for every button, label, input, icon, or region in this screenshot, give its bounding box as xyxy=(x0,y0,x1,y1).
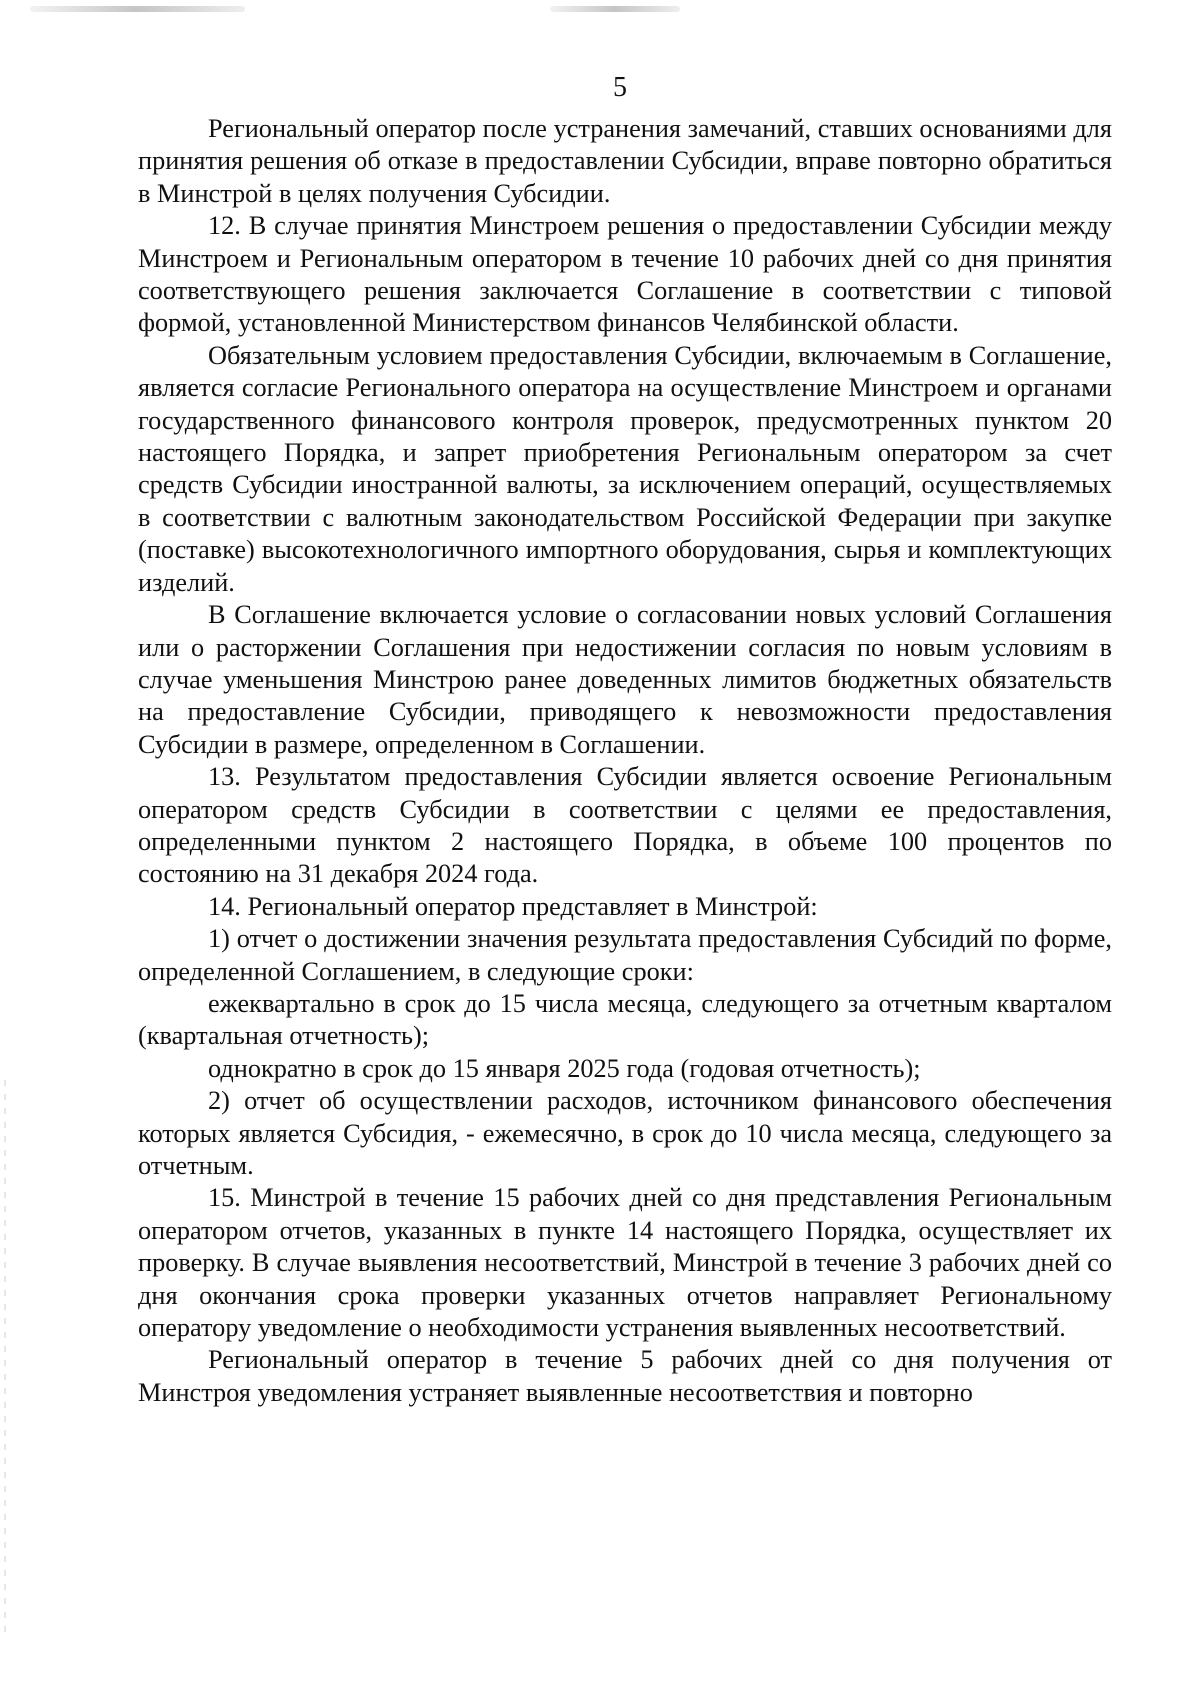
page-number: 5 xyxy=(613,72,627,103)
paragraph-correction: Региональный оператор в течение 5 рабочих дней со дня получения от Минстроя уведомления устраняет выявленные несоответствия и повторно xyxy=(138,1345,1112,1407)
scan-edge-artifact xyxy=(4,1080,6,1640)
paragraph-item-15: 15. Минстрой в течение 15 рабочих дней со дня представления Региональным оператором отчетов, указанных в пункте 14 настоящего Порядка, осуществляет их проверку. В случае выявления несоответствий, Минстрой в течение 3 рабочих дней со дня окончания срока проверки указанных отчетов направляет Региональному оператору уведомление о необходимости устранения выявленных несоответствий. xyxy=(138,1183,1112,1343)
paragraph-quarterly: ежеквартально в срок до 15 числа месяца, следующего за отчетным кварталом (квартальная отчетность); xyxy=(138,988,1112,1051)
paragraph-resubmission: Региональный оператор после устранения замечаний, ставших основаниями для принятия решения об отказе в предоставлении Субсидии, вправе повторно обратиться в Минстрой в целях получения Субсидии. xyxy=(138,114,1112,208)
paragraph-item-12: 12. В случае принятия Минстроем решения о предоставлении Субсидии между Минстроем и Региональным оператором в течение 10 рабочих дней со дня принятия соответствующего решения заключается Соглашение в соответствии с типовой формой, установленной Министерством финансов Челябинской области. xyxy=(138,211,1112,338)
paragraph-annual: однократно в срок до 15 января 2025 года (годовая отчетность); xyxy=(208,1053,921,1083)
scan-artifact-left xyxy=(30,6,245,12)
paragraph-item-14-1: 1) отчет о достижении значения результата предоставления Субсидий по форме, определенной Соглашением, в следующие сроки: xyxy=(138,924,1112,986)
paragraph-item-14-2: 2) отчет об осуществлении расходов, источником финансового обеспечения которых является Субсидия, - ежемесячно, в срок до 10 числа месяца, следующего за отчетным. xyxy=(138,1086,1112,1180)
paragraph-item-13: 13. Результатом предоставления Субсидии является освоение Региональным оператором средств Субсидии в соответствии с целями ее предоставления, определенными пунктом 2 настоящего Порядка, в объеме 100 процентов по состоянию на 31 декабря 2024 года. xyxy=(138,762,1112,889)
paragraph-item-14: 14. Региональный оператор представляет в Минстрой: xyxy=(208,891,818,921)
paragraph-mandatory-condition: Обязательным условием предоставления Субсидии, включаемым в Соглашение, является согласие Регионального оператора на осуществление Минстроем и органами государственного финансового контроля проверок, предусмотренных пунктом 20 настоящего Порядка, и запрет приобретения Региональным оператором за счет средств Субсидии иностранной валюты, за исключением операций, осуществляемых в соответствии с валютным законодательством Российской Федерации при закупке (поставке) высокотехнологичного импортного оборудования, сырья и комплектующих изделий. xyxy=(138,340,1112,597)
paragraph-agreement-conditions: В Соглашение включается условие о согласовании новых условий Соглашения или о расторжении Соглашения при недостижении согласия по новым условиям в случае уменьшения Минстрою ранее доведенных лимитов бюджетных обязательств на предоставление Субсидии, приводящего к невозможности предоставления Субсидии в размере, определенном в Соглашении. xyxy=(138,600,1112,759)
document-body xyxy=(138,113,1112,1409)
scan-artifact-center xyxy=(550,6,680,12)
